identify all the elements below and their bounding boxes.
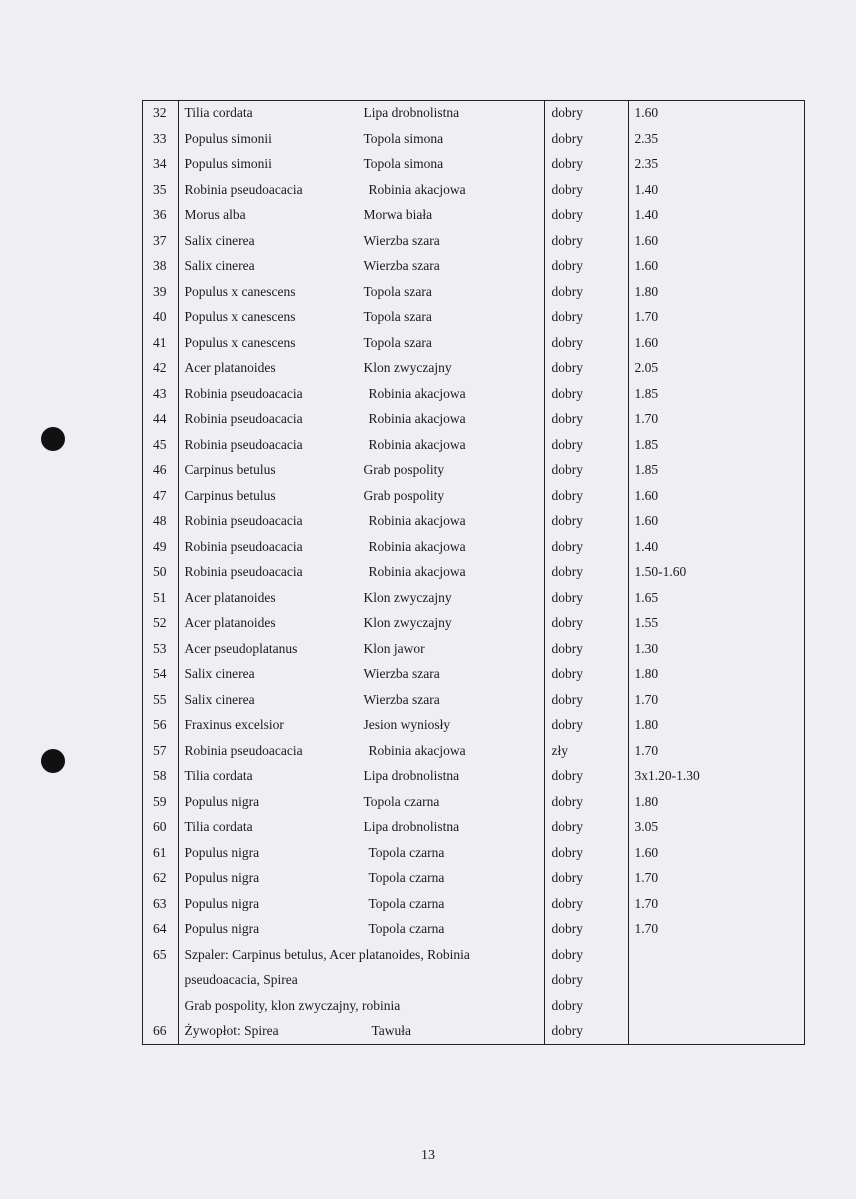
page-number: 13 [421,1148,435,1163]
hedgerow-line-1: Szpaler: Carpinus betulus, Acer platanoides, Robinia [184,946,470,962]
latin-name: Tilia cordata [184,819,253,834]
condition-cell: dobry [544,177,628,203]
row-number: 38 [142,253,178,279]
size-cell: 1.70 [634,309,659,324]
size-cell: 1.65 [634,589,659,605]
hedgerow-line-2: pseudoacacia, Spirea [184,972,298,987]
latin-name: Populus simonii [184,130,272,146]
species-cell [178,126,544,152]
latin-name: Żywopłot: Spirea [184,1023,279,1038]
species-cell [178,789,544,815]
row-number: 47 [142,483,178,509]
condition-cell: dobry [544,610,628,636]
polish-name: Topola czarna [368,844,445,860]
polish-name: Robinia akacjowa [368,411,466,426]
size-cell: 1.30 [634,640,659,656]
latin-name: Robinia pseudoacacia [184,564,303,579]
polish-name: Klon zwyczajny [363,615,452,630]
latin-name: Robinia pseudoacacia [184,742,303,758]
species-cell [178,636,544,662]
species-cell [178,177,544,203]
condition-cell: dobry [544,840,628,866]
row-number: 32 [142,100,178,126]
row-number: 51 [142,585,178,611]
table-row [142,967,805,993]
polish-name: Topola szara [363,283,432,299]
row-number: 52 [142,610,178,636]
table-body [142,100,805,1044]
size-cell: 1.70 [634,895,659,911]
species-cell [178,483,544,509]
condition-cell: dobry [544,432,628,458]
table-row [142,126,805,152]
species-cell [178,406,544,432]
size-cell: 1.85 [634,436,659,452]
species-cell [178,304,544,330]
row-number: 56 [142,712,178,738]
table-row [142,559,805,585]
size-cell [628,993,805,1019]
latin-name: Carpinus betulus [184,487,276,503]
species-cell [178,738,544,764]
species-cell [178,661,544,687]
polish-name: Wierzba szara [363,258,440,273]
species-cell [178,712,544,738]
table-row [142,483,805,509]
polish-name: Wierzba szara [363,232,440,248]
species-cell [178,279,544,305]
polish-name: Robinia akacjowa [368,538,466,554]
species-cell [178,432,544,458]
size-cell: 1.60 [634,232,659,248]
table-row [142,151,805,177]
species-cell [178,559,544,585]
latin-name: Tilia cordata [184,105,253,120]
condition-cell: dobry [544,330,628,356]
species-cell [178,330,544,356]
condition-cell: dobry [544,100,628,126]
condition-cell: dobry [544,993,628,1019]
size-cell: 1.60 [634,258,659,273]
row-number: 54 [142,661,178,687]
condition-cell: dobry [544,1018,628,1044]
latin-name: Robinia pseudoacacia [184,181,303,197]
latin-name: Populus nigra [184,793,260,809]
species-cell [178,763,544,789]
latin-name: Populus nigra [184,895,260,911]
table-row [142,508,805,534]
size-cell: 1.80 [634,717,659,732]
row-number: 61 [142,840,178,866]
condition-cell: dobry [544,406,628,432]
condition-cell: dobry [544,457,628,483]
condition-cell: dobry [544,865,628,891]
size-cell: 1.80 [634,666,659,681]
species-cell [178,202,544,228]
species-cell [178,840,544,866]
species-cell [178,355,544,381]
size-cell: 1.70 [634,921,659,936]
size-cell: 1.50-1.60 [634,564,687,579]
latin-name: Robinia pseudoacacia [184,513,303,528]
latin-name: Populus nigra [184,844,260,860]
latin-name: Robinia pseudoacacia [184,385,303,401]
species-cell [178,100,544,126]
polish-name: Klon zwyczajny [363,589,452,605]
polish-name: Grab pospolity [363,462,445,477]
polish-name: Grab pospolity [363,487,445,503]
table-row [142,406,805,432]
latin-name: Populus x canescens [184,309,296,324]
polish-name: Klon zwyczajny [363,360,452,375]
condition-cell: dobry [544,559,628,585]
table-row [142,610,805,636]
row-number: 42 [142,355,178,381]
condition-cell: dobry [544,279,628,305]
polish-name: Klon jawor [363,640,425,656]
condition-cell: dobry [544,789,628,815]
row-number: 40 [142,304,178,330]
species-cell [178,585,544,611]
row-number: 35 [142,177,178,203]
table-row [142,687,805,713]
species-cell [178,457,544,483]
latin-name: Acer pseudoplatanus [184,640,298,656]
row-number: 39 [142,279,178,305]
table-row [142,763,805,789]
table-row [142,636,805,662]
condition-cell: dobry [544,228,628,254]
row-number: 34 [142,151,178,177]
condition-cell: dobry [544,661,628,687]
table-row [142,993,805,1019]
species-cell [178,993,544,1019]
table-row [142,100,805,126]
row-number: 65 [142,942,178,968]
polish-name: Topola szara [363,309,432,324]
table-row [142,585,805,611]
polish-name: Lipa drobnolistna [363,105,460,120]
condition-cell: dobry [544,304,628,330]
polish-name: Topola simona [363,156,444,171]
row-number: 55 [142,687,178,713]
row-number: 45 [142,432,178,458]
polish-name: Topola czarna [368,870,445,885]
size-cell: 1.40 [634,538,659,554]
row-number: 62 [142,865,178,891]
species-cell [178,942,544,968]
species-cell [178,381,544,407]
species-cell [178,1018,544,1044]
latin-name: Acer platanoides [184,589,276,605]
row-number: 53 [142,636,178,662]
latin-name: Acer platanoides [184,615,276,630]
row-number: 50 [142,559,178,585]
table-row [142,916,805,942]
table-row [142,661,805,687]
table-row [142,355,805,381]
size-cell: 1.70 [634,870,659,885]
condition-cell: dobry [544,151,628,177]
row-number: 33 [142,126,178,152]
condition-cell: dobry [544,942,628,968]
species-cell [178,814,544,840]
row-number: 43 [142,381,178,407]
size-cell: 1.60 [634,513,659,528]
table-row [142,381,805,407]
row-number: 57 [142,738,178,764]
size-cell: 1.40 [634,207,659,222]
condition-cell: dobry [544,585,628,611]
condition-cell: dobry [544,763,628,789]
row-number: 48 [142,508,178,534]
size-cell: 1.80 [634,283,659,299]
latin-name: Populus nigra [184,870,260,885]
polish-name: Robinia akacjowa [368,181,466,197]
tree-inventory-table [142,100,805,1044]
latin-name: Populus x canescens [184,283,296,299]
condition-cell: dobry [544,814,628,840]
size-cell: 1.55 [634,615,659,630]
species-cell [178,610,544,636]
row-number: 58 [142,763,178,789]
condition-cell: dobry [544,126,628,152]
table-row [142,279,805,305]
size-cell: 2.35 [634,156,659,171]
condition-cell: dobry [544,687,628,713]
hedgerow-line-3: Grab pospolity, klon zwyczajny, robinia [184,997,401,1013]
condition-cell: dobry [544,891,628,917]
latin-name: Fraxinus excelsior [184,717,284,732]
table-row [142,457,805,483]
condition-cell: dobry [544,381,628,407]
polish-name: Robinia akacjowa [368,385,466,401]
row-number: 60 [142,814,178,840]
table-row [142,1018,805,1044]
table-row [142,304,805,330]
condition-cell: dobry [544,967,628,993]
table-row [142,432,805,458]
polish-name: Robinia akacjowa [368,564,466,579]
latin-name: Tilia cordata [184,768,253,783]
size-cell: 1.85 [634,385,659,401]
polish-name: Topola simona [363,130,444,146]
binder-hole [41,427,65,451]
condition-cell: dobry [544,508,628,534]
latin-name: Robinia pseudoacacia [184,411,303,426]
species-cell [178,508,544,534]
table-row [142,534,805,560]
table-row [142,712,805,738]
condition-cell: dobry [544,355,628,381]
species-cell [178,891,544,917]
table-row [142,840,805,866]
polish-name: Topola szara [363,334,432,350]
polish-name: Robinia akacjowa [368,436,466,452]
size-cell: 1.60 [634,844,659,860]
condition-cell: dobry [544,712,628,738]
table-row [142,891,805,917]
table-row [142,814,805,840]
row-number: 41 [142,330,178,356]
row-number: 37 [142,228,178,254]
latin-name: Populus simonii [184,156,272,171]
polish-name: Lipa drobnolistna [363,819,460,834]
binder-hole [41,749,65,773]
table-row [142,789,805,815]
species-cell [178,228,544,254]
size-cell [628,967,805,993]
size-cell: 2.35 [634,130,659,146]
species-cell [178,687,544,713]
polish-name: Lipa drobnolistna [363,768,460,783]
table-row [142,228,805,254]
size-cell: 1.60 [634,334,659,350]
polish-name: Topola czarna [368,895,445,911]
latin-name: Robinia pseudoacacia [184,436,303,452]
latin-name: Populus nigra [184,921,260,936]
polish-name: Tawuła [371,1023,412,1038]
latin-name: Salix cinerea [184,691,255,707]
row-number: 59 [142,789,178,815]
latin-name: Morus alba [184,207,246,222]
table-row [142,202,805,228]
species-cell [178,534,544,560]
latin-name: Populus x canescens [184,334,296,350]
row-number: 44 [142,406,178,432]
table-row [142,177,805,203]
table-row [142,330,805,356]
polish-name: Wierzba szara [363,691,440,707]
polish-name: Morwa biała [363,207,433,222]
row-number: 36 [142,202,178,228]
size-cell: 3x1.20-1.30 [634,768,700,783]
latin-name: Acer platanoides [184,360,276,375]
condition-cell: dobry [544,534,628,560]
latin-name: Salix cinerea [184,232,255,248]
size-cell: 1.70 [634,411,659,426]
table-row [142,942,805,968]
row-number: 63 [142,891,178,917]
condition-cell: dobry [544,202,628,228]
polish-name: Robinia akacjowa [368,742,466,758]
condition-cell: zły [544,738,628,764]
row-number: 49 [142,534,178,560]
species-cell [178,151,544,177]
table-row [142,738,805,764]
table-row [142,865,805,891]
size-cell: 1.60 [634,487,659,503]
condition-cell: dobry [544,483,628,509]
row-number: 66 [142,1018,178,1044]
condition-cell: dobry [544,253,628,279]
size-cell [628,942,805,968]
polish-name: Topola czarna [368,921,445,936]
size-cell: 1.70 [634,742,659,758]
size-cell: 1.70 [634,691,659,707]
polish-name: Robinia akacjowa [368,513,466,528]
latin-name: Salix cinerea [184,666,255,681]
size-cell: 1.80 [634,793,659,809]
size-cell: 3.05 [634,819,659,834]
condition-cell: dobry [544,916,628,942]
size-cell: 1.40 [634,181,659,197]
polish-name: Wierzba szara [363,666,440,681]
species-cell [178,865,544,891]
polish-name: Topola czarna [363,793,440,809]
size-cell: 1.85 [634,462,659,477]
size-cell: 1.60 [634,105,659,120]
species-cell [178,253,544,279]
row-number [142,967,178,993]
condition-cell: dobry [544,636,628,662]
table-row [142,253,805,279]
latin-name: Salix cinerea [184,258,255,273]
polish-name: Jesion wyniosły [363,717,451,732]
row-number: 46 [142,457,178,483]
latin-name: Robinia pseudoacacia [184,538,303,554]
row-number: 64 [142,916,178,942]
row-number [142,993,178,1019]
size-cell: 2.05 [634,360,659,375]
size-cell [628,1018,805,1044]
species-cell [178,916,544,942]
species-cell [178,967,544,993]
latin-name: Carpinus betulus [184,462,276,477]
